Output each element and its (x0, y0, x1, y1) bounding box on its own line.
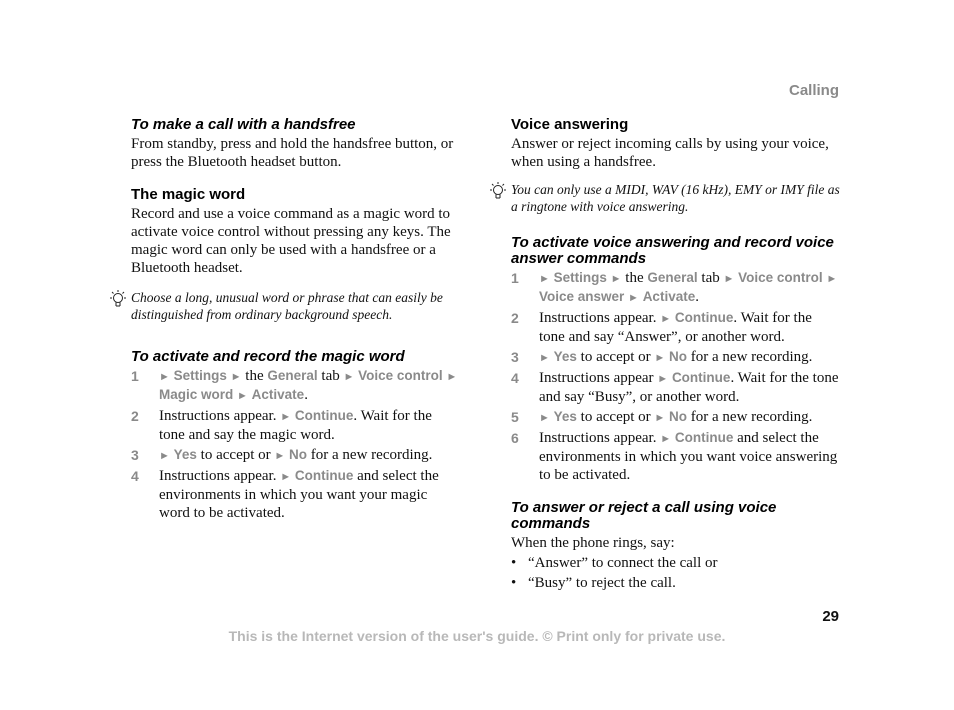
text: to accept or (200, 447, 271, 463)
text: and select the environments in which you want voice answering to be activated. (539, 430, 838, 483)
arrow-icon: ► (660, 433, 672, 445)
heading-handsfree-call: To make a call with a handsfree (131, 116, 356, 133)
softkey-continue: Continue (671, 370, 731, 385)
text: for a new recording. (690, 409, 813, 425)
bullet-text: “Busy” to reject the call. (528, 575, 676, 591)
tip-text: You can only use a MIDI, WAV (16 kHz), EMY or IMY file as a ringtone with voice answering. (511, 182, 840, 214)
arrow-icon: ► (657, 373, 669, 385)
tip-ringtone (511, 181, 841, 215)
bullet-answer (511, 554, 841, 572)
menu-settings: Settings (553, 270, 607, 285)
text: tab (321, 368, 340, 384)
text: for a new recording. (690, 349, 813, 365)
softkey-yes: Yes (553, 409, 577, 424)
text: tab (701, 270, 720, 286)
step-4 (131, 467, 461, 522)
menu-activate: Activate (251, 387, 305, 402)
footer-notice: This is the Internet version of the user's guide. © Print only for private use. (228, 628, 726, 644)
arrow-icon: ► (660, 313, 672, 325)
step-number: 5 (511, 409, 519, 425)
softkey-continue: Continue (674, 310, 734, 325)
arrow-icon: ► (159, 371, 170, 383)
steps-magic-word (131, 367, 461, 522)
heading-answer-reject: To answer or reject a call using voice commands (511, 499, 777, 532)
arrow-icon: ► (539, 412, 550, 424)
text: the (245, 368, 264, 384)
page-number: 29 (822, 608, 839, 625)
arrow-icon: ► (610, 273, 622, 285)
step-number: 1 (511, 270, 519, 286)
menu-activate: Activate (642, 289, 696, 304)
arrow-icon: ► (159, 450, 170, 462)
paragraph-magic-word: Record and use a voice command as a magic word to activate voice control without pressing any keys. The magic word can only be used with a handsfree or a Bluetooth headset. (131, 206, 451, 276)
text: to accept or (580, 409, 651, 425)
arrow-icon: ► (230, 371, 242, 383)
text: the (625, 270, 644, 286)
arrow-icon: ► (280, 411, 292, 423)
menu-general: General (647, 270, 698, 285)
menu-magic-word: Magic word (159, 387, 234, 402)
arrow-icon: ► (826, 273, 838, 285)
step-2 (131, 407, 461, 444)
arrow-icon: ► (628, 292, 639, 304)
menu-voice-control: Voice control (358, 368, 443, 383)
step-3 (131, 446, 461, 465)
softkey-continue: Continue (294, 468, 354, 483)
menu-settings: Settings (173, 368, 227, 383)
arrow-icon: ► (343, 371, 355, 383)
bullet-icon: • (511, 575, 517, 591)
bullet-busy (511, 574, 841, 592)
bullet-text: “Answer” to connect the call or (528, 555, 718, 571)
text: Instructions appear. (539, 310, 657, 326)
lightbulb-icon (109, 289, 127, 309)
heading-magic-word: The magic word (131, 186, 246, 203)
heading-record-magic-word: To activate and record the magic word (131, 348, 405, 365)
softkey-no: No (669, 349, 688, 364)
heading-activate-voice-answering: To activate voice answering and record voice answer commands (511, 234, 834, 267)
arrow-icon: ► (654, 412, 666, 424)
softkey-yes: Yes (553, 349, 577, 364)
text: Instructions appear (539, 370, 654, 386)
text: . Wait for the tone and say the magic word. (159, 408, 432, 443)
step-number: 6 (511, 430, 519, 446)
step-number: 4 (511, 370, 519, 386)
text: . Wait for the tone and say “Answer”, or another word. (539, 310, 812, 345)
bullet-icon: • (511, 555, 517, 571)
softkey-no: No (669, 409, 688, 424)
step-3 (511, 348, 841, 367)
step-number: 3 (511, 349, 519, 365)
softkey-continue: Continue (674, 430, 734, 445)
menu-voice-control: Voice control (738, 270, 823, 285)
arrow-icon: ► (237, 390, 248, 402)
step-4 (511, 369, 841, 406)
right-column (511, 117, 841, 592)
step-2 (511, 309, 841, 346)
paragraph-voice-answering: Answer or reject incoming calls by using your voice, when using a handsfree. (511, 136, 829, 170)
step-6 (511, 429, 841, 484)
step-number: 1 (131, 368, 139, 384)
arrow-icon: ► (654, 352, 666, 364)
running-header: Calling (788, 82, 839, 99)
heading-voice-answering: Voice answering (511, 116, 629, 133)
text: Instructions appear. (159, 468, 277, 484)
step-number: 2 (131, 408, 139, 424)
arrow-icon: ► (539, 352, 550, 364)
arrow-icon: ► (539, 273, 550, 285)
arrow-icon: ► (280, 471, 292, 483)
step-1: 1 ► Settings ► the General tab ► Voice control ► Voice answer ► Activate. (511, 270, 838, 305)
text: . Wait for the tone and say “Busy”, or another word. (539, 370, 839, 405)
tip-text: Choose a long, unusual word or phrase that can easily be distinguished from ordinary background speech. (131, 290, 443, 322)
lightbulb-icon (489, 181, 507, 201)
arrow-icon: ► (723, 273, 735, 285)
text: Instructions appear. (539, 430, 657, 446)
tip-magic-word (131, 289, 461, 323)
steps-voice-answering (511, 269, 841, 484)
text: and select the environments in which you want your magic word to be activated. (159, 468, 439, 521)
menu-voice-answer: Voice answer (539, 289, 625, 304)
text: to accept or (580, 349, 651, 365)
paragraph-handsfree-call: From standby, press and hold the handsfree button, or press the Bluetooth headset button. (131, 136, 454, 170)
softkey-no: No (289, 447, 308, 462)
softkey-continue: Continue (294, 408, 354, 423)
arrow-icon: ► (274, 450, 286, 462)
text: Instructions appear. (159, 408, 277, 424)
step-number: 3 (131, 447, 139, 463)
paragraph-phone-rings: When the phone rings, say: (511, 535, 675, 551)
text: for a new recording. (310, 447, 433, 463)
step-5 (511, 408, 841, 427)
menu-general: General (267, 368, 318, 383)
step-number: 2 (511, 310, 519, 326)
softkey-yes: Yes (173, 447, 197, 462)
left-column (131, 117, 461, 524)
step-number: 4 (131, 468, 139, 484)
arrow-icon: ► (446, 371, 458, 383)
step-1: 1 ► Settings ► the General tab ► Voice control ► Magic word ► Activate. (131, 368, 458, 403)
